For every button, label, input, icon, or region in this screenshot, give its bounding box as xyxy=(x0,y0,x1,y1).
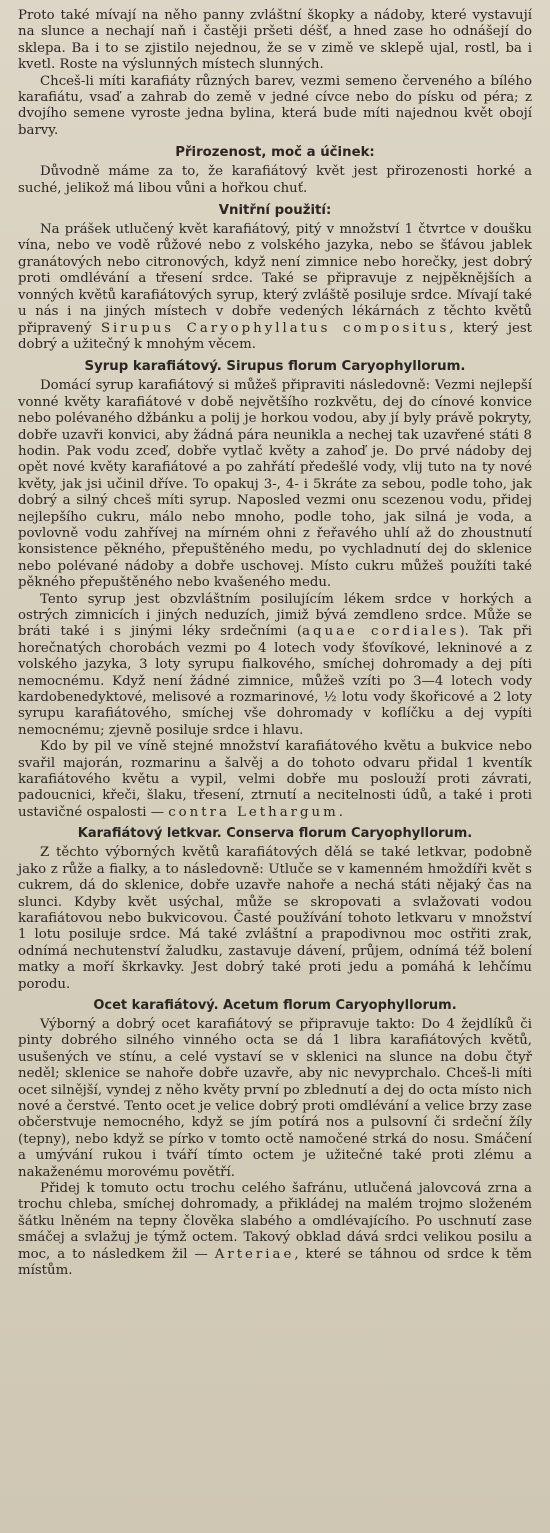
internal-use-paragraph xyxy=(18,222,532,353)
vinegar-paragraph-2 xyxy=(18,1181,532,1279)
latin-term-aquae: aquae cordiales xyxy=(302,624,460,640)
vinegar-paragraph-1: Výborný a dobrý ocet karafiátový se připravuje takto: Do 4 žejdlíků či pinty dobrého silného vinného octa se dá 1 libra karafiátových květů, usušených ve stínu, a celé vystaví se v sklenici na slunce na dobu čtyř neděl; sklenice se nahoře dobře uzavře, aby nic nevyprchalo. Chceš-li míti ocet silnější, vyndej z něho květy první po zblednutí a dej do octa místo nich nové a čerstvé. Tento ocet je velice dobrý proti omdlévání a velice brzy zase občerstvuje nemocného, když se jím potírá nos a pulsovní či srdeční žíly (tepny), nebo když se pírko v tomto octě namočené strká do nosu. Smáčení a umývání rukou i tváří tímto octem je užitečné také proti zlému a nakaženému morovému povětří. xyxy=(18,1016,532,1180)
syrup-text-d: . xyxy=(338,804,343,820)
syrup-text-c: Kdo by pil ve víně stejné množství karafiátového květu a bukvice nebo svařil majorán, rozmarinu a šalvěj a do tohoto odvaru přidal 1 kventík karafiátového květu a vypil, velmi dobře mu poslouží proti závrati, padoucnici, křeči, šlaku, třesení, ztrnutí a necitelnosti údů, a také i proti ustavičné ospalosti — xyxy=(18,739,532,820)
latin-term-arteriae: Arteriae xyxy=(214,1246,295,1262)
intro-paragraph-1: Proto také mívají na něho panny zvláštní škopky a nádoby, které vystavují na slunce a nechají naň i častěji pršeti déšť, a hned zase ho odnášejí do sklepa. Ba i to se zjistilo nejednou, že se v zimě ve sklepě ujal, rostl, ba i kvetl. Roste na výslunných místech slunných. xyxy=(18,8,532,73)
section-heading-syrup: Syrup karafiátový. Sirupus florum Caryophyllorum. xyxy=(84,359,466,375)
intro-paragraph-2: Chceš-li míti karafiáty různých barev, vezmi semeno červeného a bílého karafiátu, vsaď a zahrab do země v jedné cívce nebo do písku od péra; z dvojího semene vyroste jedna bylina, která bude míti najednou květ obojí barvy. xyxy=(18,73,532,138)
latin-term-sirupus: Sirupus Caryophyllatus compositus xyxy=(100,320,450,336)
conserva-paragraph: Z těchto výborných květů karafiátových dělá se také letkvar, podobně jako z růže a fialky, a to následovně: Utluče se v kamenném hmoždíři květ s cukrem, dá do sklenice, dobře uzavře nahoře a nechá státi nějaký čas na slunci. Kdyby květ usýchal, může se skropovati a svlažovati vodou karafiátovou nebo bukvicovou. Časté používání tohoto letkvaru v množství 1 lotu posiluje srdce. Má také zvláštní a prapodivnou moc ostřiti zrak, odnímá nechutenství žaludku, zastavuje dávení, průjem, odnímá též bolení matky a moří škrkavky. Jest dobrý také proti jedu a pomáhá k lehčímu porodu. xyxy=(18,845,532,992)
internal-use-text-b: , který jest dobrý a užitečný k mnohým věcem. xyxy=(18,320,532,352)
syrup-text-b: ). Tak při horečnatých chorobách vezmi po 4 lotech vody šťovíkové, lekninové a z volského jazyka, 3 loty syrupu fialkového, smíchej dohromady a dej píti nemocnému. Když není žádné zimnice, můžeš vzíti po 3—4 lotech vody kardobenedyktové, melisové a rozmarinové, ½ lotu vody škořicové a 2 loty syrupu karafiátového, smíchej vše dohromady v koflíčku a dej vypíti nemocnému; zjevně posiluje srdce i hlavu. xyxy=(18,624,532,738)
section-heading-conserva: Karafiátový letkvar. Conserva florum Caryophyllorum. xyxy=(77,826,473,842)
latin-term-lethargum: contra Lethargum xyxy=(168,804,339,820)
syrup-paragraph-2 xyxy=(18,592,532,740)
syrup-paragraph-1: Domácí syrup karafiátový si můžeš připraviti následovně: Vezmi nejlepší vonné květy karafiátové v době největšího rozkvětu, dej do cínové konvice nebo polévaného džbánku a polij je horkou vodou, aby jí byly právě pokryty, dobře uzavři konvici, aby žádná pára neunikla a nechej tak uzavřené státi 8 hodin. Pak vodu zceď, dobře vytlač květy a zahoď je. Do prvé nádoby dej opět nové květy karafiátové a po zahřátí předešlé vody, vlij tuto na ty nové květy, jak jsi učinil dříve. To opakuj 3-, 4- i 5kráte za sebou, podle toho, jak dobrý a silný chceš míti syrup. Naposled vezmi onu scezenou vodu, přidej nejlepšího cukru, málo nebo mnoho, podle toho, jak silná je voda, a povlovně vodu zahřívej na mírném ohni z řeřavého uhlí až do zhoustnutí konsistence pěkného, přepuštěného medu, po vychladnutí dej do sklenice nebo polévané nádoby a dobře uschovej. Místo cukru můžeš použíti také pěkného přepuštěného nebo kvašeného medu. xyxy=(18,378,532,591)
syrup-text-a: Tento syrup jest obzvláštním posilujícím lékem srdce v horkých a ostrých zimnicích i jiných neduzích, jimiž bývá zemdleno srdce. Může se bráti také i s jinými léky srdečními ( xyxy=(18,591,532,640)
internal-use-text-a: Na prášek utlučený květ karafiátový, pitý v množství 1 čtvrtce v doušku vína, nebo ve vodě růžové nebo z volského jazyka, nebo se šťávou jablek granátových nebo citronových, když není zimnice nebo horečky, jest dobrý proti omdlévání a třesení srdce. Také se připravuje z nejpěknějších a vonných květů karafiátových syrup, který zvláště posiluje srdce. Mívají také u nás i na jiných místech v dobře vedených lékárnách z těchto květů připravený xyxy=(18,222,532,336)
section-heading-internal-use: Vnitřní použití: xyxy=(218,203,332,219)
vinegar-text-b: , které se táhnou od srdce k těm místům. xyxy=(18,1246,532,1279)
section-heading-nature: Přirozenost, moč a účinek: xyxy=(175,145,375,161)
section-heading-vinegar: Ocet karafiátový. Acetum florum Caryophyllorum. xyxy=(93,997,457,1013)
vinegar-text-a: Přidej k tomuto octu trochu celého šafránu, utlučená jalovcová zrna a trochu chleba, smíchej dohromady, a přikládej na malém trojmo složeném šátku lněném na tepny člověka slabého a omdlévajícího. Po uschnutí zase smáčej a svlažuj je týmž octem. Takový obklad dává srdci velikou posilu a moc, a to následkem žil — xyxy=(18,1181,532,1262)
syrup-paragraph-3 xyxy=(18,739,532,821)
nature-paragraph: Důvodně máme za to, že karafiátový květ jest přirozenosti horké a suché, jelikož má libou vůni a hořkou chuť. xyxy=(18,164,532,196)
